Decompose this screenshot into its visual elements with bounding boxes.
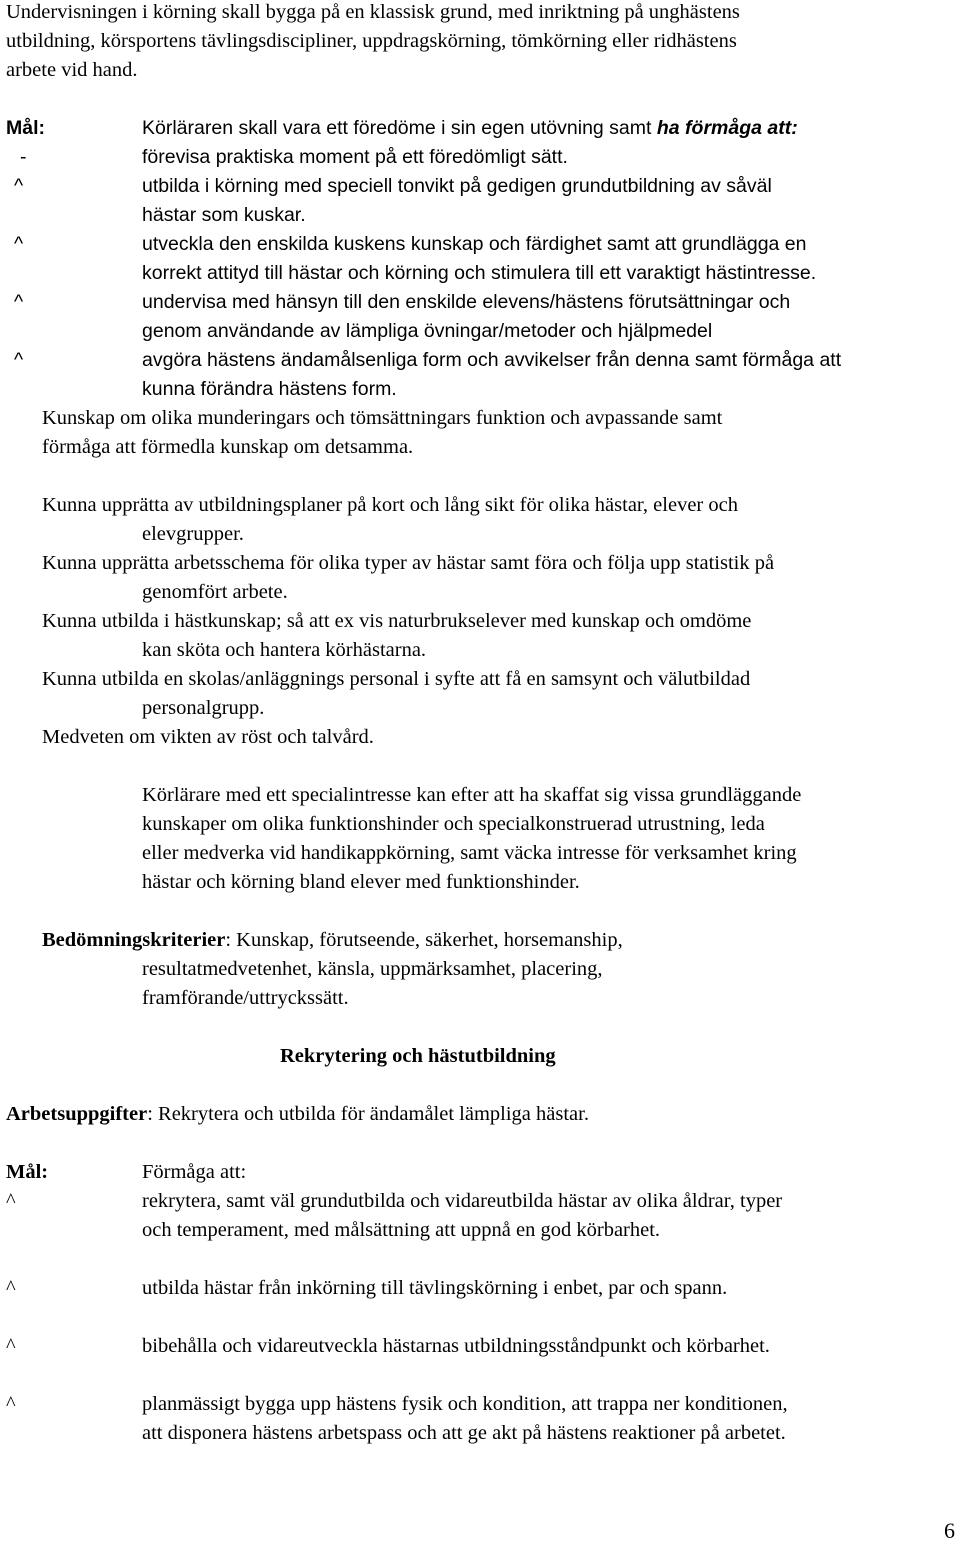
arbetsuppgifter-label: Arbetsuppgifter (6, 1103, 148, 1125)
bullet-caret: ^ (6, 1190, 16, 1212)
special-line-2: kunskaper om olika funktionshinder och specialkonstruerad utrustning, leda (142, 813, 765, 835)
intro-line-3: arbete vid hand. (6, 59, 138, 81)
mal2-item-2-line-1: utbilda hästar från inkörning till tävlingskörning i enbet, par och spann. (142, 1277, 728, 1299)
kunna-3-line-2: kan sköta och hantera körhästarna. (142, 639, 427, 661)
bedomning-line-3: framförande/uttryckssätt. (142, 987, 349, 1009)
special-line-4: hästar och körning bland elever med funktionshinder. (142, 871, 580, 893)
intro-line-2: utbildning, körsportens tävlingsdiscipliner, uppdragskörning, tömkörning eller ridhästens (6, 30, 737, 52)
mal-lead-emphasis: ha förmåga att: (656, 117, 798, 139)
kunna-4-line-2: personalgrupp. (142, 697, 265, 719)
special-line-1: Körlärare med ett specialintresse kan efter att ha skaffat sig vissa grundläggande (142, 784, 802, 806)
mal1-item-4-line-1: undervisa med hänsyn till den enskilde elevens/hästens förutsättningar och (142, 291, 791, 313)
mal1-item-1-line-1: förevisa praktiska moment på ett föredömligt sätt. (142, 146, 568, 168)
mal1-item-2-line-2: hästar som kuskar. (142, 204, 306, 226)
intro-line-1: Undervisningen i körning skall bygga på en klassisk grund, med inriktning på unghästens (6, 1, 740, 23)
mal1-item-5-line-1: avgöra hästens ändamålsenliga form och avvikelser från denna samt förmåga att (142, 349, 842, 371)
mal1-item-5-line-2: kunna förändra hästens form. (142, 378, 397, 400)
page-number: 6 (944, 1518, 955, 1543)
section-heading: Rekrytering och hästutbildning (280, 1045, 556, 1067)
kunna-4-line-1: Kunna utbilda en skolas/anläggnings personal i syfte att få en samsynt och välutbildad (42, 668, 751, 690)
bullet-caret: ^ (6, 1335, 16, 1357)
bedomning-rest: : Kunskap, förutseende, säkerhet, horsemanship, (225, 929, 623, 951)
mal-label-1: Mål: (6, 117, 45, 139)
bedomning-line-2: resultatmedvetenhet, känsla, uppmärksamhet, placering, (142, 958, 603, 980)
bullet-caret: ^ (14, 233, 24, 255)
mal2-item-1-line-2: och temperament, med målsättning att uppnå en god körbarhet. (142, 1219, 661, 1241)
mal2-item-4-line-2: att disponera hästens arbetspass och att ge akt på hästens reaktioner på arbetet. (142, 1422, 786, 1444)
kunskap-line-2: förmåga att förmedla kunskap om detsamma. (42, 436, 414, 458)
kunna-1-line-2: elevgrupper. (142, 523, 244, 545)
mal-lead-text: Körläraren skall vara ett föredöme i sin egen utövning samt (142, 117, 657, 139)
mal2-item-1-line-1: rekrytera, samt väl grundutbilda och vidareutbilda hästar av olika åldrar, typer (142, 1190, 783, 1212)
bedomning-line-1 (42, 926, 623, 955)
medveten-line: Medveten om vikten av röst och talvård. (42, 726, 374, 748)
arbetsuppgifter-rest: : Rekrytera och utbilda för ändamålet lämpliga hästar. (147, 1103, 589, 1125)
kunna-3-line-1: Kunna utbilda i hästkunskap; så att ex vis naturbrukselever med kunskap och omdöme (42, 610, 752, 632)
special-line-3: eller medverka vid handikappkörning, samt väcka intresse för verksamhet kring (142, 842, 797, 864)
kunna-1-line-1: Kunna upprätta av utbildningsplaner på kort och lång sikt för olika hästar, elever och (42, 494, 738, 516)
mal1-item-2-line-1: utbilda i körning med speciell tonvikt på gedigen grundutbildning av såväl (142, 175, 772, 197)
bullet-caret: ^ (14, 349, 24, 371)
bullet-caret: ^ (6, 1393, 16, 1415)
kunskap-line-1: Kunskap om olika munderingars och tömsättningars funktion och avpassande samt (42, 407, 723, 429)
bullet-caret: ^ (14, 291, 24, 313)
bullet-caret: ^ (6, 1277, 16, 1299)
arbetsuppgifter-line (6, 1100, 589, 1129)
kunna-2-line-1: Kunna upprätta arbetsschema för olika typer av hästar samt föra och följa upp statistik på (42, 552, 775, 574)
bullet-caret: ^ (14, 175, 24, 197)
mal-label-2: Mål: (6, 1161, 49, 1183)
mal-lead-2: Förmåga att: (142, 1161, 247, 1183)
mal-lead-1 (142, 114, 798, 143)
bullet-dash: - (20, 146, 27, 168)
kunna-2-line-2: genomfört arbete. (142, 581, 288, 603)
mal1-item-4-line-2: genom användande av lämpliga övningar/metoder och hjälpmedel (142, 320, 713, 342)
mal1-item-3-line-1: utveckla den enskilda kuskens kunskap och färdighet samt att grundlägga en (142, 233, 807, 255)
bedomning-label: Bedömningskriterier (42, 929, 226, 951)
mal2-item-4-line-1: planmässigt bygga upp hästens fysik och kondition, att trappa ner konditionen, (142, 1393, 788, 1415)
mal1-item-3-line-2: korrekt attityd till hästar och körning och stimulera till ett varaktigt hästintresse. (142, 262, 817, 284)
mal2-item-3-line-1: bibehålla och vidareutveckla hästarnas utbildningsståndpunkt och körbarhet. (142, 1335, 770, 1357)
